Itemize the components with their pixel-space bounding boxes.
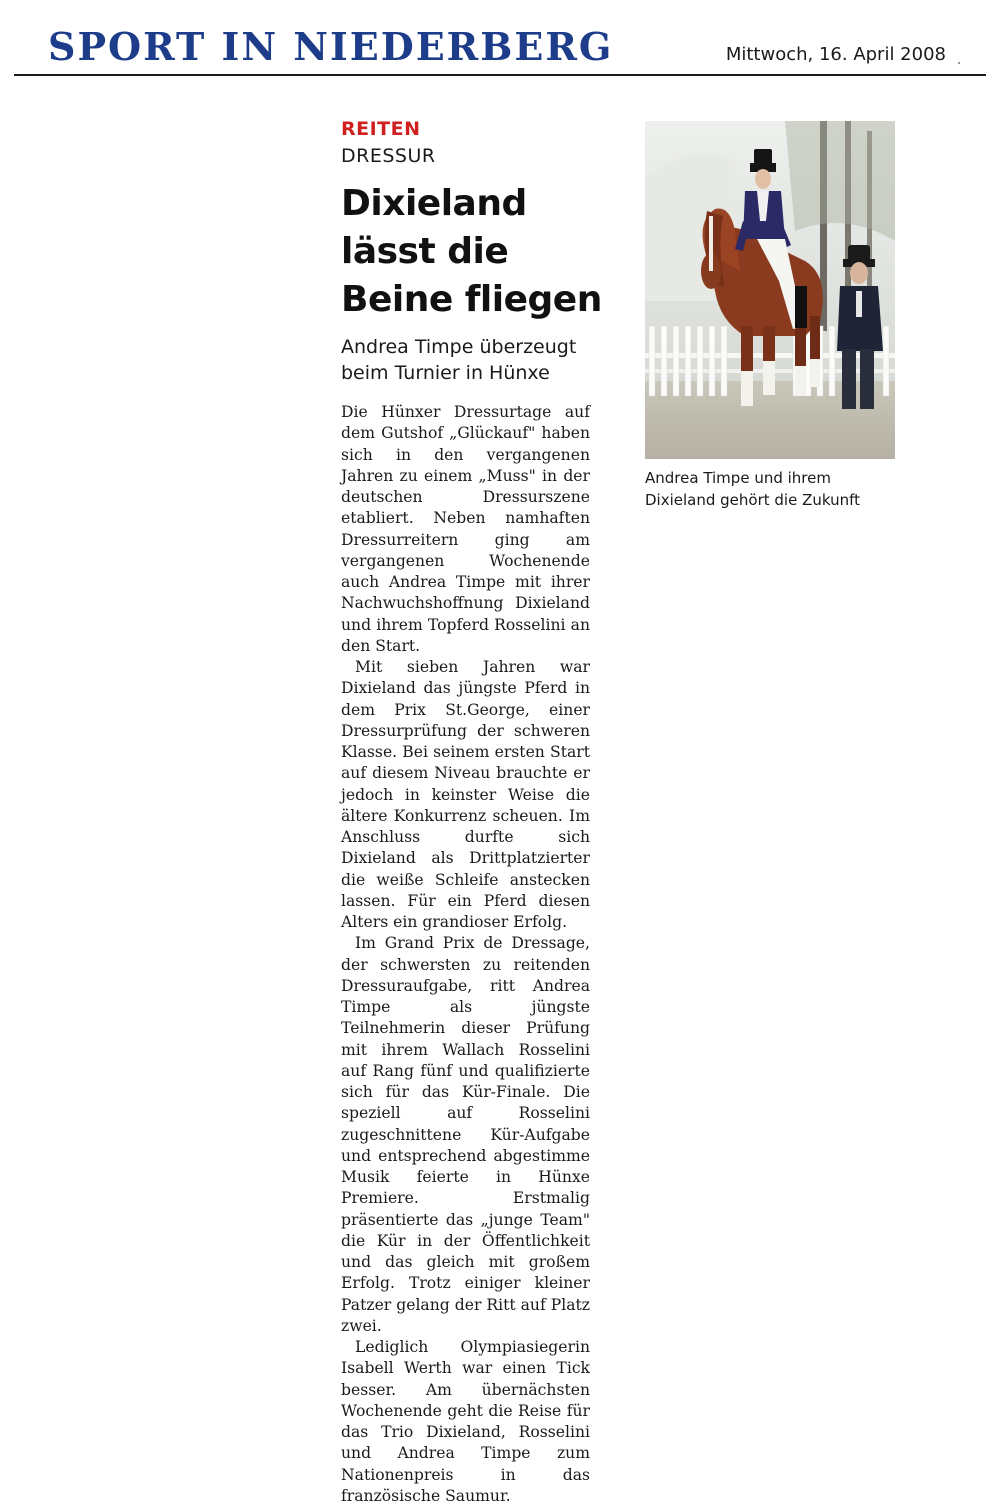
article-kicker: REITEN <box>341 118 421 140</box>
scan-speck <box>958 62 960 64</box>
article-subkicker: DRESSUR <box>341 145 436 167</box>
article-subheadline: Andrea Timpe überzeugt beim Turnier in Hünxe <box>341 336 577 384</box>
article-body <box>341 402 590 1507</box>
article-paragraph: Lediglich Olympiasiegerin Isabell Werth war einen Tick besser. Am übernächsten Wochenende geht die Reise für das Trio Dixieland, Rosselini und Andrea Timpe zum Nationenpreis in das französische Saumur. <box>341 1338 590 1505</box>
article-paragraph: Die Hünxer Dressurtage auf dem Gutshof „Glückauf" haben sich in den vergangenen Jahren zu einem „Muss" in der deutschen Dressurszene etabliert. Neben namhaften Dressurreitern ging am vergangenen Wochenende auch Andrea Timpe mit ihrer Nachwuchshoffnung Dixieland und ihrem Topferd Rosselini an den Start. <box>341 403 590 655</box>
headline-line: Beine fliegen <box>341 279 602 320</box>
headline-line: Dixieland <box>341 183 527 224</box>
section-title: SPORT IN NIEDERBERG <box>48 24 614 69</box>
dressage-photo <box>645 121 895 459</box>
article-headline <box>341 180 641 324</box>
newspaper-masthead <box>14 22 986 76</box>
article-paragraph: Im Grand Prix de Dressage, der schwersten zu reitenden Dressuraufgabe, ritt Andrea Timpe als jüngste Teilnehmerin dieser Prüfung mit ihrem Wallach Rosselini auf Rang fünf und qualifizierte sich für das Kür-Finale. Die speziell auf Rosselini zugeschnittene Kür-Aufgabe und entsprechend abgestimme Musik feierte in Hünxe Premiere. Erstmalig präsentierte das „junge Team" die Kür in der Öffentlichkeit und das gleich mit großem Erfolg. Trotz einiger kleiner Patzer gelang der Ritt auf Platz zwei. <box>341 934 590 1335</box>
photo-caption: Andrea Timpe und ihrem Dixieland gehört die Zukunft <box>645 469 861 509</box>
issue-date: Mittwoch, 16. April 2008 <box>725 44 946 65</box>
headline-line: lässt die <box>341 231 509 272</box>
article-paragraph: Mit sieben Jahren war Dixieland das jüngste Pferd in dem Prix St.George, einer Dressurprüfung der schweren Klasse. Bei seinem ersten Start auf diesem Niveau brauchte er jedoch in keinster Weise die ältere Konkurrenz scheuen. Im Anschluss durfte sich Dixieland als Drittplatzierter die weiße Schleife anstecken lassen. Für ein Pferd diesen Alters ein grandioser Erfolg. <box>341 658 590 931</box>
